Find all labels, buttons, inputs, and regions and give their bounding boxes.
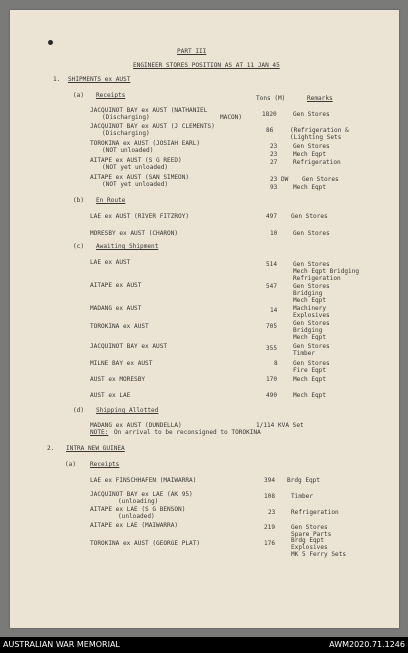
entry-remarks: Refrigeration (293, 275, 341, 282)
entry-location: MILNE BAY ex AUST (90, 360, 153, 367)
entry-tons: 1820 (262, 111, 277, 118)
section-number: 1. (53, 76, 61, 83)
entry-location: TOROKINA ex AUST (90, 323, 149, 330)
entry-remarks: Gen Stores (293, 283, 330, 290)
entry-remarks: (Lighting Sets (290, 134, 342, 141)
entry-remarks: Gen Stores (291, 524, 328, 531)
footer-accession-number: AWM2020.71.1246 (329, 640, 405, 649)
entry-remarks: Mech Eqpt (293, 184, 327, 191)
subsection-title: Receipts (90, 461, 120, 468)
entry-tons: 170 (266, 376, 278, 383)
entry-tons: 23 (270, 143, 278, 150)
entry-remarks: Gen Stores (291, 213, 328, 220)
note-label: NOTE: (90, 429, 109, 436)
entry-status: (Discharging) (102, 114, 150, 121)
entry-remarks: Refrigeration (293, 159, 341, 166)
entry-location: AITAPE ex LAE (S G BENSON) (90, 506, 186, 513)
entry-remarks: Gen Stores (302, 176, 339, 183)
entry-remarks: Mech Eqpt (293, 334, 327, 341)
entry-remarks: Mech Eqpt Bridging (293, 268, 360, 275)
entry-status: (NOT unloaded) (102, 147, 154, 154)
subsection-letter: (a) (65, 461, 77, 468)
entry-vessel-cont: MACON) (220, 114, 243, 121)
footer-institution: AUSTRALIAN WAR MEMORIAL (3, 640, 120, 649)
entry-location: JACQUINOT BAY ex AUST (NATHANIEL (90, 107, 208, 114)
subsection-letter: (a) (73, 92, 85, 99)
entry-location: LAE ex AUST (90, 259, 131, 266)
entry-location: TOROKINA ex AUST (JOSIAH EARL) (90, 140, 201, 147)
entry-status: (NOT yet unloaded) (102, 164, 169, 171)
section-number: 2. (47, 445, 55, 452)
entry-tons: 23 DW (270, 176, 289, 183)
entry-location: TOROKINA ex AUST (GEORGE PLAT) (90, 540, 201, 547)
entry-tons: 176 (264, 540, 276, 547)
column-header-remarks: Remarks (307, 95, 333, 102)
note-text: On arrival to be reconsigned to TOROKINA (114, 429, 261, 436)
document-page (10, 10, 399, 628)
entry-tons: 93 (270, 184, 278, 191)
part-heading: PART III (177, 48, 207, 55)
entry-location: AITAPE ex AUST (90, 282, 142, 289)
entry-location: AUST ex LAE (90, 392, 131, 399)
entry-location: MORESBY ex AUST (CHARON) (90, 230, 179, 237)
entry-location: AITAPE ex AUST (S G REED) (90, 157, 182, 164)
entry-location: AUST ex MORESBY (90, 376, 146, 383)
entry-location: AITAPE ex LAE (MAIWARRA) (90, 522, 179, 529)
entry-tons: 497 (266, 213, 278, 220)
entry-remarks: Gen Stores (293, 360, 330, 367)
entry-tons: 705 (266, 323, 278, 330)
entry-remarks: Bridging (293, 290, 323, 297)
entry-remarks: Gen Stores (293, 230, 330, 237)
entry-remarks: Gen Stores (293, 320, 330, 327)
entry-status: (unloaded) (118, 513, 155, 520)
subsection-title: Awaiting Shipment (96, 243, 159, 250)
entry-tons: 514 (266, 261, 278, 268)
entry-status: (unloading) (118, 498, 159, 505)
entry-remarks: Gen Stores (293, 261, 330, 268)
entry-location: AITAPE ex AUST (SAN SIMEON) (90, 174, 190, 181)
entry-status: (Discharging) (102, 130, 150, 137)
punch-hole (48, 40, 53, 45)
entry-tons: 547 (266, 283, 278, 290)
entry-tons: 490 (266, 392, 278, 399)
subsection-title: En Route (96, 197, 126, 204)
entry-location: JACQUINOT BAY ex AUST (90, 343, 168, 350)
column-header-tons: Tons (M) (256, 95, 286, 102)
entry-remarks: Gen Stores (293, 343, 330, 350)
subsection-letter: (d) (73, 407, 85, 414)
entry-remarks: Bridging (293, 327, 323, 334)
entry-remarks: Refrigeration (291, 509, 339, 516)
subsection-title: Receipts (96, 92, 126, 99)
entry-remarks: Mech Eqpt (293, 392, 327, 399)
entry-remarks: Brdg Eqpt (291, 537, 325, 544)
entry-remarks: (Refrigeration & (290, 127, 349, 134)
entry-remarks: Mech Eqpt (293, 151, 327, 158)
entry-remarks: Mech Eqpt (293, 376, 327, 383)
subsection-letter: (b) (73, 197, 85, 204)
entry-location: LAE ex AUST (RIVER FITZROY) (90, 213, 190, 220)
entry-tons: 86 (266, 127, 274, 134)
entry-remarks: MK 5 Ferry Sets (291, 551, 347, 558)
entry-remarks: Spare Parts (291, 531, 332, 538)
section-title: SHIPMENTS ex AUST (68, 76, 131, 83)
entry-location: LAE ex FINSCHHAFEN (MAIWARRA) (90, 477, 197, 484)
entry-tons: 108 (264, 493, 276, 500)
entry-location: MADANG ex AUST (DUNDELLA) (90, 422, 182, 429)
entry-remarks: Fire Eqpt (293, 367, 327, 374)
entry-remarks: Gen Stores (293, 143, 330, 150)
entry-tons: 27 (270, 159, 278, 166)
entry-tons: 14 (270, 307, 278, 314)
entry-tons: 8 (274, 360, 278, 367)
entry-tons: 219 (264, 524, 276, 531)
entry-remarks: Timber (291, 493, 314, 500)
entry-remarks: Brdg Eqpt (287, 477, 321, 484)
entry-remarks: Mech Eqpt (293, 297, 327, 304)
entry-status: (NOT yet unloaded) (102, 181, 169, 188)
entry-location: MADANG ex AUST (90, 305, 142, 312)
entry-tons: 23 (268, 509, 276, 516)
entry-remarks: Explosives (291, 544, 328, 551)
entry-location: JACQUINOT BAY ex LAE (AK 95) (90, 491, 193, 498)
entry-remarks: 1/114 KVA Set (256, 422, 304, 429)
subsection-letter: (c) (73, 243, 85, 250)
entry-tons: 10 (270, 230, 278, 237)
section-title: INTRA NEW GUINEA (66, 445, 125, 452)
subsection-title: Shipping Allotted (96, 407, 159, 414)
entry-remarks: Timber (293, 350, 316, 357)
entry-tons: 355 (266, 345, 278, 352)
entry-tons: 394 (264, 477, 276, 484)
entry-remarks: Gen Stores (293, 111, 330, 118)
entry-location: JACQUINOT BAY ex AUST (J CLEMENTS) (90, 123, 215, 130)
entry-tons: 23 (270, 151, 278, 158)
document-title: ENGINEER STORES POSITION AS AT 11 JAN 45 (133, 62, 280, 69)
entry-remarks: Machinery (293, 305, 327, 312)
archive-footer (0, 637, 408, 653)
entry-remarks: Explosives (293, 312, 330, 319)
